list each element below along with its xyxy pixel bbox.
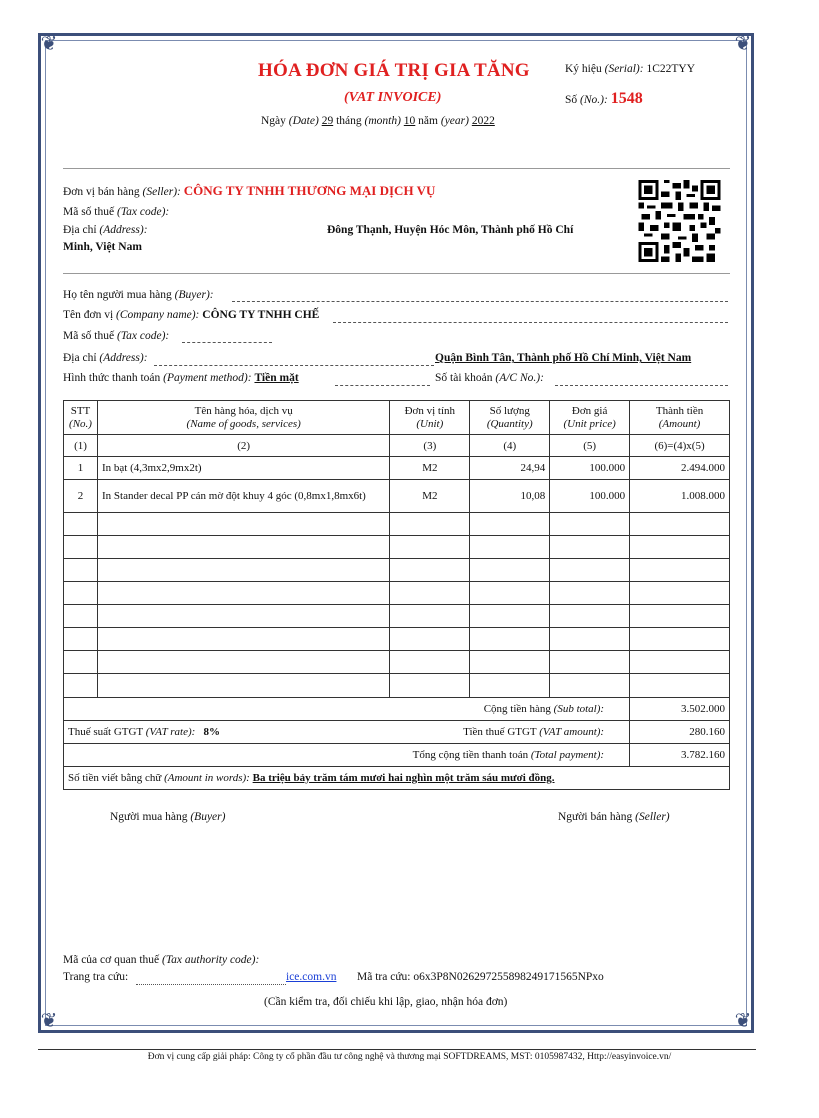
column-number-row: [64, 435, 730, 457]
divider: [63, 273, 730, 274]
buyer-tax-label: Mã số thuế: [63, 330, 115, 342]
date-label-en: (Date): [288, 115, 319, 127]
subtotal-label-en: (Sub total):: [553, 703, 605, 715]
buyer-signature-label: [110, 811, 225, 823]
lookup-code-line: [357, 971, 604, 983]
vat-amount-label: Tiền thuế GTGT: [463, 726, 537, 738]
buyer-address: Quận Bình Tân, Thành phố Hồ Chí Minh, Việt Nam: [435, 352, 692, 364]
buyer-tax-line: [63, 330, 169, 342]
lookup-code-label: Mã tra cứu:: [357, 971, 411, 983]
company-label-en: (Company name):: [116, 309, 200, 321]
buyer-address-label-en: (Address):: [99, 352, 148, 364]
row-amount: 1.008.000: [630, 480, 730, 513]
payment-label-en: (Payment method):: [163, 372, 252, 384]
table-row: [64, 480, 730, 513]
seller-tax-label-en: (Tax code):: [116, 206, 170, 218]
vat-cell: [64, 721, 630, 744]
month-label-en: (month): [364, 115, 401, 127]
no-label-en: (No.):: [580, 94, 608, 106]
account-field: [555, 384, 728, 386]
row-name: In Stander decal PP cán mờ đột khuy 4 góc (0,8mx1,8mx6t): [97, 480, 389, 513]
date-label: Ngày: [261, 115, 286, 127]
subtotal-label: Cộng tiền hàng: [483, 703, 551, 715]
buyer-tax-field: [182, 341, 272, 343]
vat-rate: 8%: [203, 726, 221, 738]
lookup-site-label: Trang tra cứu:: [63, 971, 129, 983]
header-en: (Unit price): [563, 417, 616, 430]
company-label: Tên đơn vị: [63, 309, 114, 321]
header-en: (Name of goods, services): [186, 417, 301, 430]
invoice-number-line: [565, 90, 643, 108]
total-label-en: (Total payment):: [530, 749, 605, 761]
header-en: (Amount): [658, 417, 701, 430]
corner-ornament-icon: ❦: [40, 1010, 58, 1032]
buyer-address-label-line: [63, 352, 148, 364]
invoice-title: HÓA ĐƠN GIÁ TRỊ GIA TĂNG: [258, 60, 530, 81]
header-cell: [470, 401, 550, 435]
buyer-label: Họ tên người mua hàng: [63, 289, 172, 301]
row-no: 1: [64, 457, 98, 480]
empty-row: [64, 628, 730, 651]
buyer-sign-en: (Buyer): [190, 811, 226, 823]
header-vi: Đơn giá: [571, 404, 608, 417]
vat-rate-label: Thuế suất GTGT: [68, 726, 143, 738]
table-header-row: [64, 401, 730, 435]
seller-tax-label: Mã số thuế: [63, 206, 115, 218]
row-qty: 24,94: [470, 457, 550, 480]
row-qty: 10,08: [470, 480, 550, 513]
row-unit: M2: [390, 480, 470, 513]
year-label-en: (year): [440, 115, 469, 127]
company-name: CÔNG TY TNHH CHẾ: [202, 309, 320, 321]
empty-row: [64, 674, 730, 698]
buyer-name-line: [63, 289, 214, 301]
month-label: tháng: [336, 115, 362, 127]
header-vi: Tên hàng hóa, dịch vụ: [194, 404, 293, 417]
seller-label: Đơn vị bán hàng: [63, 186, 140, 198]
row-name: In bạt (4,3mx2,9mx2t): [97, 457, 389, 480]
payment-label: Hình thức thanh toán: [63, 372, 161, 384]
empty-row: [64, 513, 730, 536]
header-vi: Số lượng: [489, 404, 530, 417]
col-number: (6)=(4)x(5): [630, 435, 730, 457]
vat-rate-label-en: (VAT rate):: [145, 726, 196, 738]
serial-value: 1C22TYY: [646, 63, 696, 75]
row-no: 2: [64, 480, 98, 513]
header-cell: [97, 401, 389, 435]
date-month: 10: [403, 115, 416, 127]
buyer-address-field: [154, 364, 434, 366]
table-row: [64, 457, 730, 480]
seller-name: CÔNG TY TNHH THƯƠNG MẠI DỊCH VỤ: [183, 183, 436, 198]
seller-address-label: Địa chỉ: [63, 224, 97, 236]
words-cell: [64, 767, 730, 790]
serial-line: [565, 63, 695, 75]
year-label: năm: [418, 115, 438, 127]
row-price: 100.000: [550, 480, 630, 513]
payment-line: [63, 372, 299, 384]
header-cell: [390, 401, 470, 435]
header-en: (Unit): [416, 417, 444, 430]
no-label: Số: [565, 94, 578, 106]
subtotal-value: 3.502.000: [630, 698, 730, 721]
verification-note: (Cần kiểm tra, đối chiếu khi lập, giao, nhận hóa đơn): [264, 996, 508, 1008]
col-number: (2): [97, 435, 389, 457]
total-row: [64, 744, 730, 767]
qr-code-icon: [637, 180, 722, 262]
account-line: [435, 372, 544, 384]
seller-address-label-line: [63, 224, 148, 236]
buyer-tax-label-en: (Tax code):: [116, 330, 170, 342]
header-cell: [630, 401, 730, 435]
row-unit: M2: [390, 457, 470, 480]
payment-method: Tiền mặt: [254, 372, 299, 384]
seller-label-en: (Seller):: [142, 186, 181, 198]
lookup-code: o6x3P8N026297255898249171565NPxo: [413, 971, 604, 983]
seller-sign-en: (Seller): [635, 811, 670, 823]
date-year: 2022: [471, 115, 495, 127]
seller-address-line2: Minh, Việt Nam: [63, 241, 142, 253]
date-line: [261, 115, 495, 127]
subtotal-label-cell: [64, 698, 630, 721]
tax-authority-label: Mã của cơ quan thuế: [63, 954, 160, 966]
header-en: (Quantity): [486, 417, 533, 430]
seller-tax-line: [63, 206, 169, 218]
header-en: (No.): [69, 417, 92, 430]
seller-address-line1: Đông Thạnh, Huyện Hóc Môn, Thành phố Hồ Chí: [327, 224, 574, 236]
empty-row: [64, 536, 730, 559]
buyer-label-en: (Buyer):: [174, 289, 214, 301]
seller-sign-vi: Người bán hàng: [558, 811, 633, 823]
total-label: Tổng cộng tiền thanh toán: [412, 749, 529, 761]
header-vi: Đơn vị tính: [404, 404, 456, 417]
lookup-link[interactable]: ice.com.vn: [286, 971, 337, 983]
lookup-site-field: [136, 983, 286, 985]
buyer-address-label: Địa chỉ: [63, 352, 97, 364]
seller-signature-label: [558, 811, 670, 823]
empty-row: [64, 605, 730, 628]
seller-name-line: [63, 183, 435, 199]
vat-row: [64, 721, 730, 744]
buyer-sign-vi: Người mua hàng: [110, 811, 188, 823]
header-vi: Thành tiền: [655, 404, 704, 417]
tax-authority-line: [63, 954, 259, 966]
header-vi: STT: [70, 404, 91, 417]
vat-rate-group: [68, 726, 220, 738]
vat-amount: 280.160: [630, 721, 730, 744]
empty-row: [64, 582, 730, 605]
amount-in-words: Ba triệu bảy trăm tám mươi hai nghìn một trăm sáu mươi đồng.: [252, 772, 555, 784]
company-field: [333, 321, 728, 323]
tax-authority-label-en: (Tax authority code):: [162, 954, 260, 966]
account-label: Số tài khoản: [435, 372, 493, 384]
subtotal-row: [64, 698, 730, 721]
corner-ornament-icon: ❦: [40, 33, 58, 55]
serial-label-en: (Serial):: [604, 63, 644, 75]
invoice-subtitle: (VAT INVOICE): [344, 90, 442, 105]
row-amount: 2.494.000: [630, 457, 730, 480]
col-number: (1): [64, 435, 98, 457]
vat-amount-group: [463, 726, 604, 738]
empty-row: [64, 651, 730, 674]
footer-divider: [38, 1049, 756, 1050]
total-label-cell: [64, 744, 630, 767]
words-row: [64, 767, 730, 790]
vat-amount-label-en: (VAT amount):: [539, 726, 605, 738]
corner-ornament-icon: ❦: [734, 1010, 752, 1032]
invoice-number: 1548: [610, 90, 643, 107]
header-cell: [64, 401, 98, 435]
items-table: [63, 400, 730, 790]
empty-row: [64, 559, 730, 582]
words-label-en: (Amount in words):: [164, 772, 250, 784]
total-value: 3.782.160: [630, 744, 730, 767]
buyer-name-field: [232, 300, 728, 302]
divider: [63, 168, 730, 169]
date-day: 29: [321, 115, 334, 127]
corner-ornament-icon: ❦: [734, 33, 752, 55]
account-label-en: (A/C No.):: [495, 372, 544, 384]
payment-field: [335, 384, 430, 386]
words-label: Số tiền viết bằng chữ: [68, 772, 162, 784]
buyer-company-line: [63, 309, 319, 321]
col-number: (4): [470, 435, 550, 457]
provider-footer: Đơn vị cung cấp giải pháp: Công ty cổ phần đầu tư công nghệ và thương mại SOFTDREAMS, MST: 0105987432, Http://easyinvoice.vn/: [147, 1052, 672, 1062]
seller-address-label-en: (Address):: [99, 224, 148, 236]
header-cell: [550, 401, 630, 435]
serial-label: Ký hiệu: [565, 63, 602, 75]
col-number: (3): [390, 435, 470, 457]
row-price: 100.000: [550, 457, 630, 480]
col-number: (5): [550, 435, 630, 457]
